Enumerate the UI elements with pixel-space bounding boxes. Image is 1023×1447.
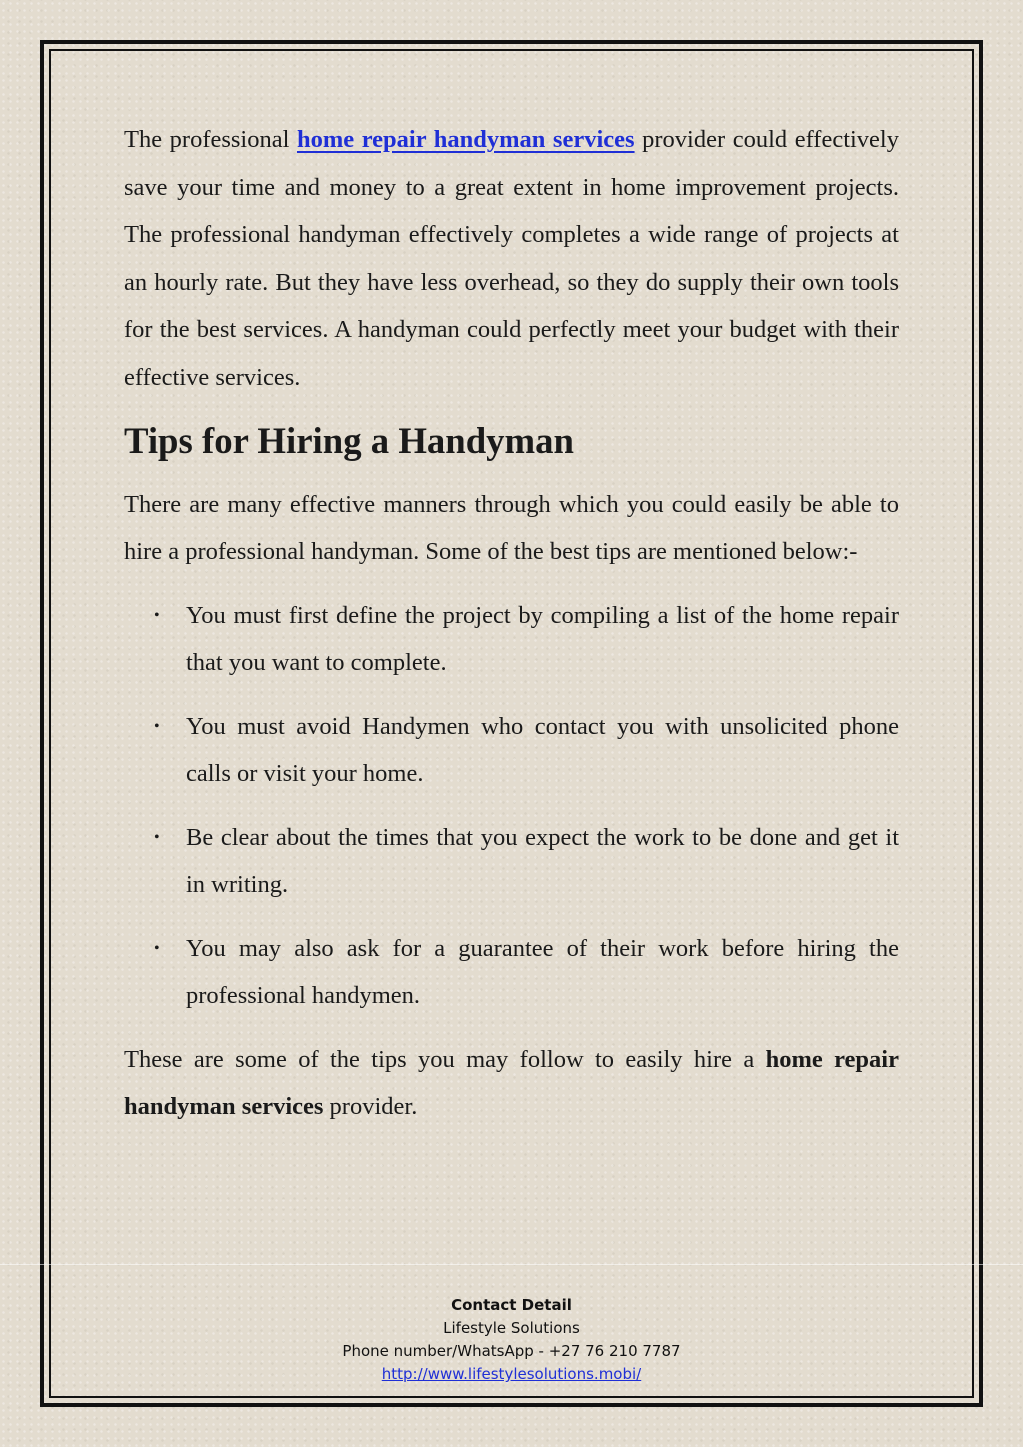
section-heading: Tips for Hiring a Handyman xyxy=(124,420,574,461)
closing-rest: provider. xyxy=(323,1093,418,1120)
intro-rest: provider could effectively save your time and money to a great extent in home improvement projects. The professional handyman effectively completes a wide range of projects at an hourly rate. But they have less overhead, so they do supply their own tools for the best services. A handyman could perfectly meet your budget with their effective services. xyxy=(124,126,899,391)
closing-bold-phrase: home repair handyman services xyxy=(124,1045,899,1120)
tip-text: You must avoid Handymen who contact you with unsolicited phone calls or visit your home. xyxy=(186,712,899,787)
footer-divider xyxy=(0,1264,1023,1265)
tip-text: You must first define the project by compiling a list of the home repair that you want to complete. xyxy=(186,601,899,676)
home-repair-services-link[interactable]: home repair handyman services xyxy=(296,126,635,153)
bullet-icon: • xyxy=(154,939,160,957)
bullet-icon: • xyxy=(154,717,160,735)
company-name: Lifestyle Solutions xyxy=(443,1319,580,1337)
phone-number: Phone number/WhatsApp - +27 76 210 7787 xyxy=(342,1342,681,1360)
list-item xyxy=(124,592,899,687)
list-item xyxy=(124,925,899,1020)
bullet-icon: • xyxy=(154,828,160,846)
closing-paragraph xyxy=(124,1036,899,1131)
contact-footer xyxy=(0,1294,1023,1386)
contact-title: Contact Detail xyxy=(451,1296,572,1314)
intro-paragraph xyxy=(124,116,899,401)
intro-lead: The professional xyxy=(124,126,297,153)
tip-text: Be clear about the times that you expect the work to be done and get it in writing. xyxy=(186,823,899,898)
tip-text: You may also ask for a guarantee of their work before hiring the professional handymen. xyxy=(186,934,899,1009)
list-item xyxy=(124,703,899,798)
website-link[interactable]: http://www.lifestylesolutions.mobi/ xyxy=(381,1365,642,1383)
tips-list xyxy=(124,592,899,1020)
tips-intro-paragraph: There are many effective manners through which you could easily be able to hire a professional handyman. Some of the best tips are mentioned below:- xyxy=(124,490,899,565)
document-body xyxy=(124,116,899,1131)
list-item xyxy=(124,814,899,909)
bullet-icon: • xyxy=(154,606,160,624)
closing-lead: These are some of the tips you may follow to easily hire a xyxy=(124,1045,766,1073)
